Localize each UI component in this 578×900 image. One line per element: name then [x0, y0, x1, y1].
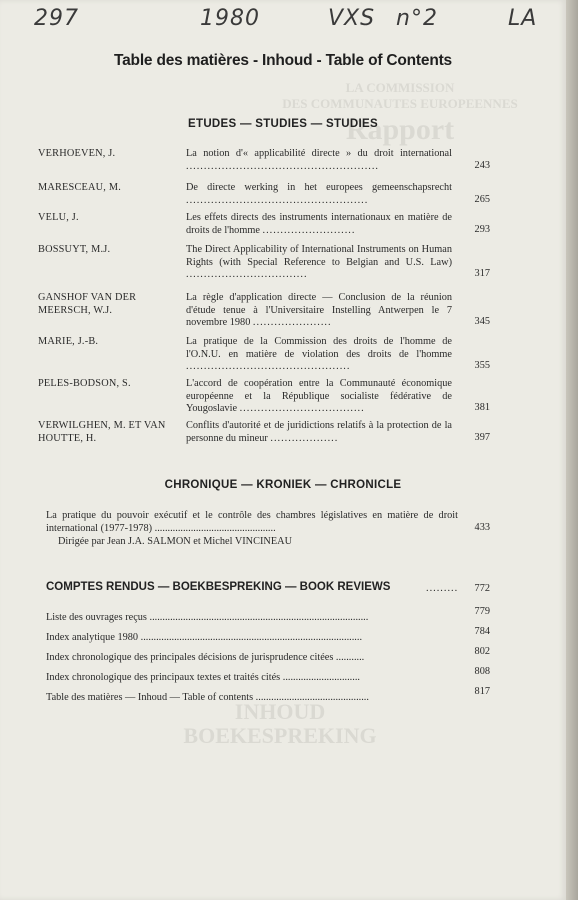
toc-entry-title — [186, 336, 452, 374]
toc-entry-page: 381 — [474, 402, 490, 413]
studies-heading: ETUDES — STUDIES — STUDIES — [188, 118, 378, 130]
chronicle-entry-title: La pratique du pouvoir exécutif et le contrôle des chambres législatives en matière de droit international (1977-1978) ............................................... — [46, 510, 458, 534]
index-line-label: Index chronologique des principales décisions de jurisprudence citées ........... — [46, 652, 365, 663]
toc-entry-page: 317 — [474, 268, 490, 279]
toc-entry-author: VERHOEVEN, J. — [38, 148, 116, 159]
index-line-page: 802 — [474, 646, 490, 657]
reviews-heading: COMPTES RENDUS — BOEKBESPREKING — BOOK REVIEWS — [46, 581, 391, 593]
toc-entry-page: 355 — [474, 360, 490, 371]
toc-entry-title-text: Les effets directs des instruments internationaux en matière de droits de l'homme — [186, 212, 452, 236]
toc-entry-page: 243 — [474, 160, 490, 171]
toc-entry-author: VELU, J. — [38, 212, 79, 223]
index-line-page: 784 — [474, 626, 490, 637]
handwritten-issue: n°2 — [396, 6, 438, 31]
toc-entry-leader-dots: ...................................................... — [186, 160, 380, 172]
toc-entry-title — [186, 378, 452, 416]
page-edge — [566, 0, 578, 900]
toc-entry-page: 293 — [474, 224, 490, 235]
toc-entry-title — [186, 420, 452, 445]
toc-entry-author: VERWILGHEN, M. ET VAN HOUTTE, H. — [38, 420, 166, 444]
handwritten-number: 297 — [34, 6, 79, 31]
index-line-page: 808 — [474, 666, 490, 677]
reviews-page: 772 — [474, 583, 490, 594]
toc-entry-title-text: La notion d'« applicabilité directe » du droit international — [186, 148, 452, 159]
toc-entry-leader-dots: ................................................... — [186, 194, 369, 206]
toc-entry-author: PELES-BODSON, S. — [38, 378, 131, 389]
index-line-label: Index chronologique des principaux textes et traités cités .............................. — [46, 672, 360, 683]
chronicle-heading: CHRONIQUE — KRONIEK — CHRONICLE — [164, 479, 402, 491]
index-line-label: Index analytique 1980 ...................................................................................... — [46, 632, 363, 643]
toc-entry-page: 265 — [474, 194, 490, 205]
toc-entry-title-text: La pratique de la Commission des droits de l'homme de l'O.N.U. en matière de violation des droits de l'homme — [186, 336, 452, 360]
toc-entry-page: 345 — [474, 316, 490, 327]
index-line-page: 779 — [474, 606, 490, 617]
toc-entry-title — [186, 212, 452, 237]
reviews-leader-dots: ......... — [426, 583, 459, 594]
toc-entry-leader-dots: ................................... — [239, 403, 365, 414]
index-line-page: 817 — [474, 686, 490, 697]
toc-entry-author: GANSHOF VAN DER MEERSCH, W.J. — [38, 292, 137, 316]
toc-entry-title — [186, 292, 452, 330]
toc-entry-author: MARESCEAU, M. — [38, 182, 121, 193]
toc-entry-page: 397 — [474, 432, 490, 443]
toc-entry-leader-dots: .................................. — [186, 269, 308, 280]
index-line-label: Table des matières — Inhoud — Table of contents ............................................ — [46, 692, 369, 703]
index-line-label: Liste des ouvrages reçus ..................................................................................... — [46, 612, 369, 623]
toc-entry-leader-dots: .............................................. — [186, 361, 351, 372]
chronicle-entry-editors: Dirigée par Jean J.A. SALMON et Michel VINCINEAU — [58, 536, 293, 547]
toc-entry-title-text: The Direct Applicability of International Instruments on Human Rights (with Special Reference to Belgian and U.S. Law) — [186, 244, 452, 268]
toc-entry-title-text: La règle d'application directe — Conclusion de la réunion d'étude tenue à l'Universitaire Instelling Antwerpen le 7 novembre 1980 — [186, 292, 452, 328]
toc-entry-leader-dots: .......................... — [262, 224, 356, 236]
toc-entry-author: MARIE, J.-B. — [38, 336, 99, 347]
chronicle-entry-page: 433 — [474, 522, 490, 533]
toc-entry-title — [186, 182, 452, 207]
toc-entry-title — [186, 244, 452, 282]
handwritten-mark: LA — [508, 6, 538, 31]
toc-entry-leader-dots: ...................... — [252, 317, 332, 328]
toc-entry-author: BOSSUYT, M.J. — [38, 244, 111, 255]
toc-entry-leader-dots: ................... — [270, 432, 339, 444]
handwritten-year: 1980 — [200, 6, 260, 31]
toc-entry-title-text: De directe werking in het europees gemeenschapsrecht — [186, 182, 452, 193]
toc-entry-title-text: Conflits d'autorité et de juridictions relatifs à la protection de la personne du mineur — [186, 420, 452, 444]
toc-entry-title-text: L'accord de coopération entre la Communauté économique européenne et la République socialiste fédérative de Yougoslavie — [186, 378, 452, 414]
toc-entry-title — [186, 148, 452, 173]
page-title: Table des matières - Inhoud - Table of Contents — [114, 52, 452, 69]
handwritten-volume: VXS — [328, 6, 376, 31]
